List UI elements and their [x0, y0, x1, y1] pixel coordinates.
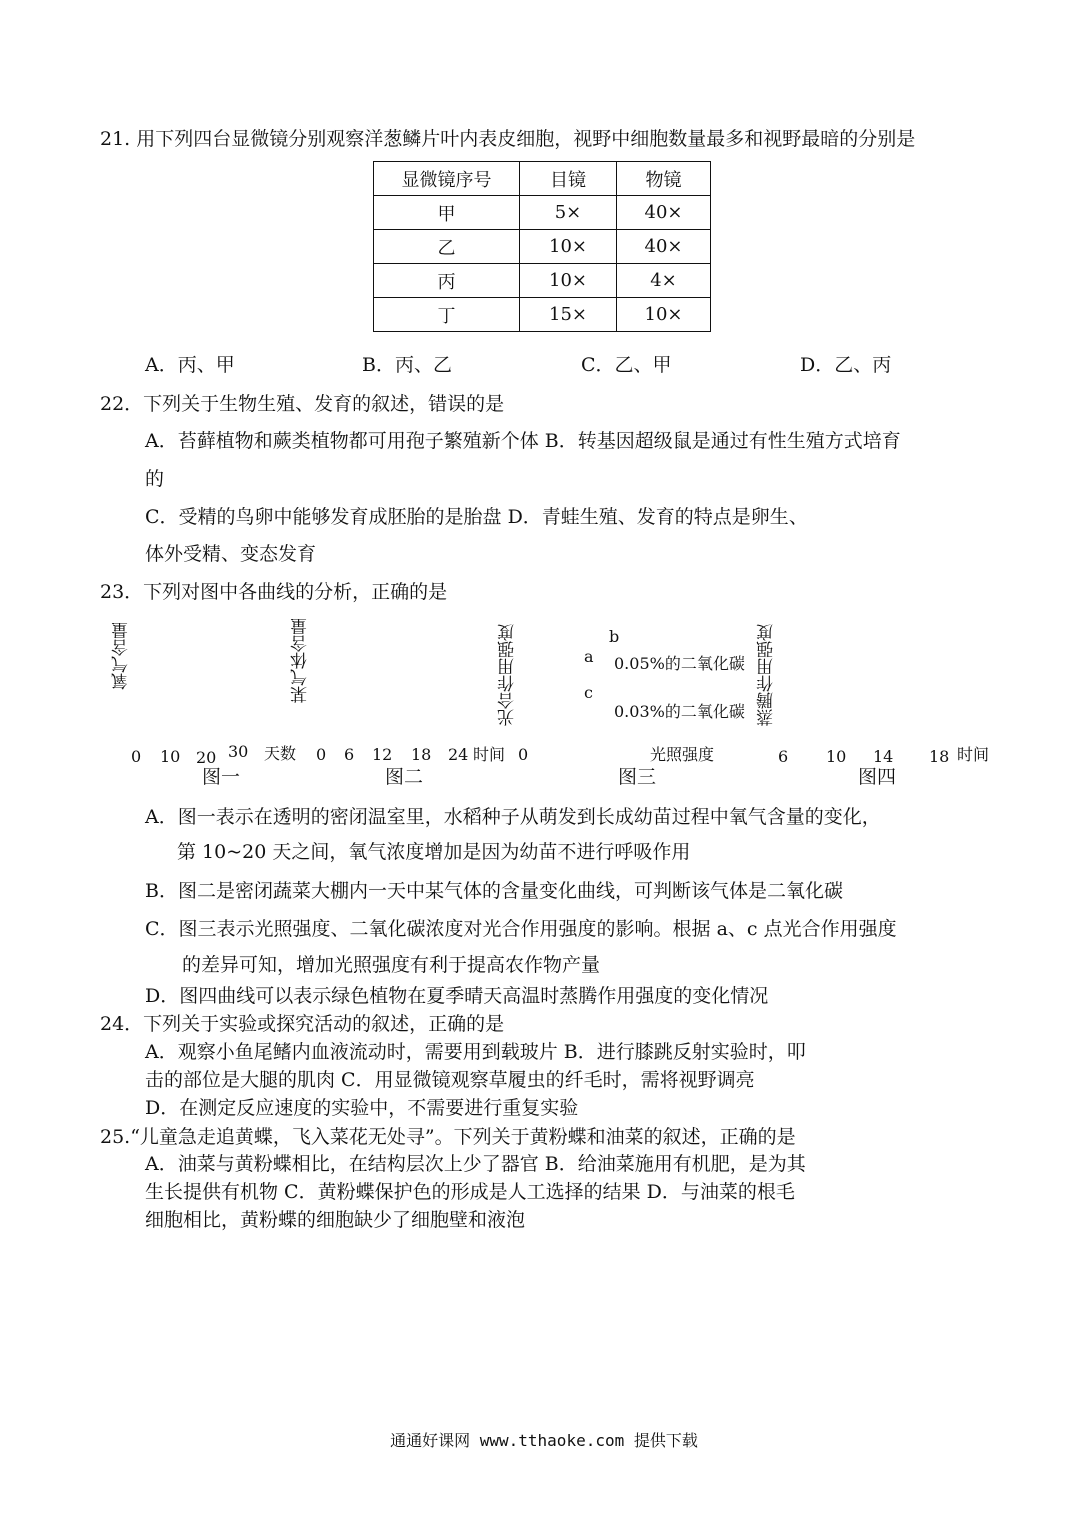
q22-line: C．受精的鸟卵中能够发育成胚胎的是胎盘 D．青蛙生殖、发育的特点是卵生、: [145, 506, 808, 528]
table-row: [374, 196, 711, 230]
q23-option-b: B．图二是密闭蔬菜大棚内一天中某气体的含量变化曲线，可判断该气体是二氧化碳: [145, 880, 843, 902]
fig3-series-label: 0.05%的二氧化碳: [614, 654, 745, 673]
q23-option-a: A．图一表示在透明的密闭温室里，水稻种子从萌发到长成幼苗过程中氧气含量的变化，: [145, 806, 881, 828]
fig2-tick: 6: [344, 745, 355, 764]
q23-option-c-cont: 的差异可知，增加光照强度有利于提高农作物产量: [182, 954, 601, 976]
fig1-tick: 10: [160, 747, 181, 766]
q24-line: A．观察小鱼尾鳍内血液流动时，需要用到载玻片 B．进行膝跳反射实验时，叩: [145, 1041, 806, 1063]
table-cell: 10×: [617, 298, 711, 332]
table-header: 目镜: [520, 162, 617, 196]
fig1-xlabel: 天数: [264, 744, 297, 763]
fig4-ylabel: 蒸腾作用强度: [757, 624, 777, 726]
q22-line: 的: [145, 468, 165, 490]
fig4-tick: 14: [873, 747, 894, 766]
q21-option-d: D．乙、丙: [800, 354, 892, 376]
fig4-caption: 图四: [858, 766, 897, 788]
table-row: [374, 298, 711, 332]
q24-line: D．在测定反应速度的实验中，不需要进行重复实验: [145, 1097, 579, 1119]
table-cell: 10×: [520, 230, 617, 264]
table-cell: 甲: [374, 196, 520, 230]
fig2-tick: 18: [411, 745, 432, 764]
q24-line: 击的部位是大腿的肌肉 C．用显微镜观察草履虫的纤毛时，需将视野调亮: [145, 1069, 755, 1091]
table-row: [374, 264, 711, 298]
fig1-tick: 0: [131, 747, 142, 766]
table-cell: 5×: [520, 196, 617, 230]
fig4-xlabel: 时间: [957, 745, 990, 764]
table-cell: 丁: [374, 298, 520, 332]
fig3-origin: 0: [518, 745, 529, 764]
fig1-tick: 20: [196, 748, 217, 767]
fig4-tick: 10: [826, 747, 847, 766]
fig2-xlabel: 时间: [473, 745, 506, 764]
fig3-point-label: c: [584, 683, 593, 702]
fig3-ylabel: 光合作用强度: [498, 624, 518, 726]
table-cell: 40×: [617, 230, 711, 264]
table-header: 显微镜序号: [374, 162, 520, 196]
fig2-ylabel: 某气体含量: [291, 618, 311, 703]
q22-line: A．苔藓植物和蕨类植物都可用孢子繁殖新个体 B．转基因超级鼠是通过有性生殖方式培育: [145, 430, 901, 452]
table-header: 物镜: [617, 162, 711, 196]
table-cell: 4×: [617, 264, 711, 298]
q21-stem: 21. 用下列四台显微镜分别观察洋葱鳞片叶内表皮细胞，视野中细胞数量最多和视野最暗的分别是: [100, 128, 916, 150]
table-header-row: [374, 162, 711, 196]
q22-stem: 22．下列关于生物生殖、发育的叙述，错误的是: [100, 393, 505, 415]
fig2-tick: 0: [316, 745, 327, 764]
table-cell: 15×: [520, 298, 617, 332]
q22-line: 体外受精、变态发育: [145, 543, 317, 565]
table-row: [374, 230, 711, 264]
q25-line: 细胞相比，黄粉蝶的细胞缺少了细胞壁和液泡: [145, 1209, 526, 1231]
fig1-ylabel: 氧气含量: [112, 622, 132, 690]
fig2-caption: 图二: [385, 766, 424, 788]
q25-line: 生长提供有机物 C．黄粉蝶保护色的形成是人工选择的结果 D．与油菜的根毛: [145, 1181, 795, 1203]
fig3-caption: 图三: [618, 766, 657, 788]
q25-line: A．油菜与黄粉蝶相比，在结构层次上少了器官 B．给油菜施用有机肥，是为其: [145, 1153, 806, 1175]
footer-text: 通通好课网 www.tthaoke.com 提供下载: [390, 1431, 698, 1450]
fig3-point-label: a: [584, 647, 594, 666]
q23-option-a-cont: 第 10~20 天之间，氧气浓度增加是因为幼苗不进行呼吸作用: [177, 841, 691, 863]
fig1-tick: 30: [228, 742, 249, 761]
fig3-xlabel: 光照强度: [650, 745, 715, 764]
q24-stem: 24．下列关于实验或探究活动的叙述，正确的是: [100, 1013, 505, 1035]
fig2-tick: 12: [372, 745, 393, 764]
fig3-series-label: 0.03%的二氧化碳: [614, 702, 745, 721]
q23-stem: 23．下列对图中各曲线的分析，正确的是: [100, 581, 448, 603]
q21-option-b: B．丙、乙: [362, 354, 452, 376]
q25-stem: 25.“儿童急走追黄蝶，飞入菜花无处寻”。下列关于黄粉蝶和油菜的叙述，正确的是: [100, 1126, 796, 1148]
q21-option-a: A．丙、甲: [145, 354, 235, 376]
fig4-tick: 6: [778, 747, 789, 766]
table-cell: 10×: [520, 264, 617, 298]
fig3-point-label: b: [609, 627, 620, 646]
q23-option-d: D．图四曲线可以表示绿色植物在夏季晴天高温时蒸腾作用强度的变化情况: [145, 985, 769, 1007]
q23-option-c: C．图三表示光照强度、二氧化碳浓度对光合作用强度的影响。根据 a、c 点光合作用强度: [145, 918, 897, 940]
fig4-tick: 18: [929, 747, 950, 766]
microscope-table: [373, 161, 711, 332]
fig2-tick: 24: [448, 745, 469, 764]
fig1-caption: 图一: [202, 766, 241, 788]
table-cell: 丙: [374, 264, 520, 298]
table-cell: 40×: [617, 196, 711, 230]
q21-option-c: C．乙、甲: [581, 354, 672, 376]
table-cell: 乙: [374, 230, 520, 264]
